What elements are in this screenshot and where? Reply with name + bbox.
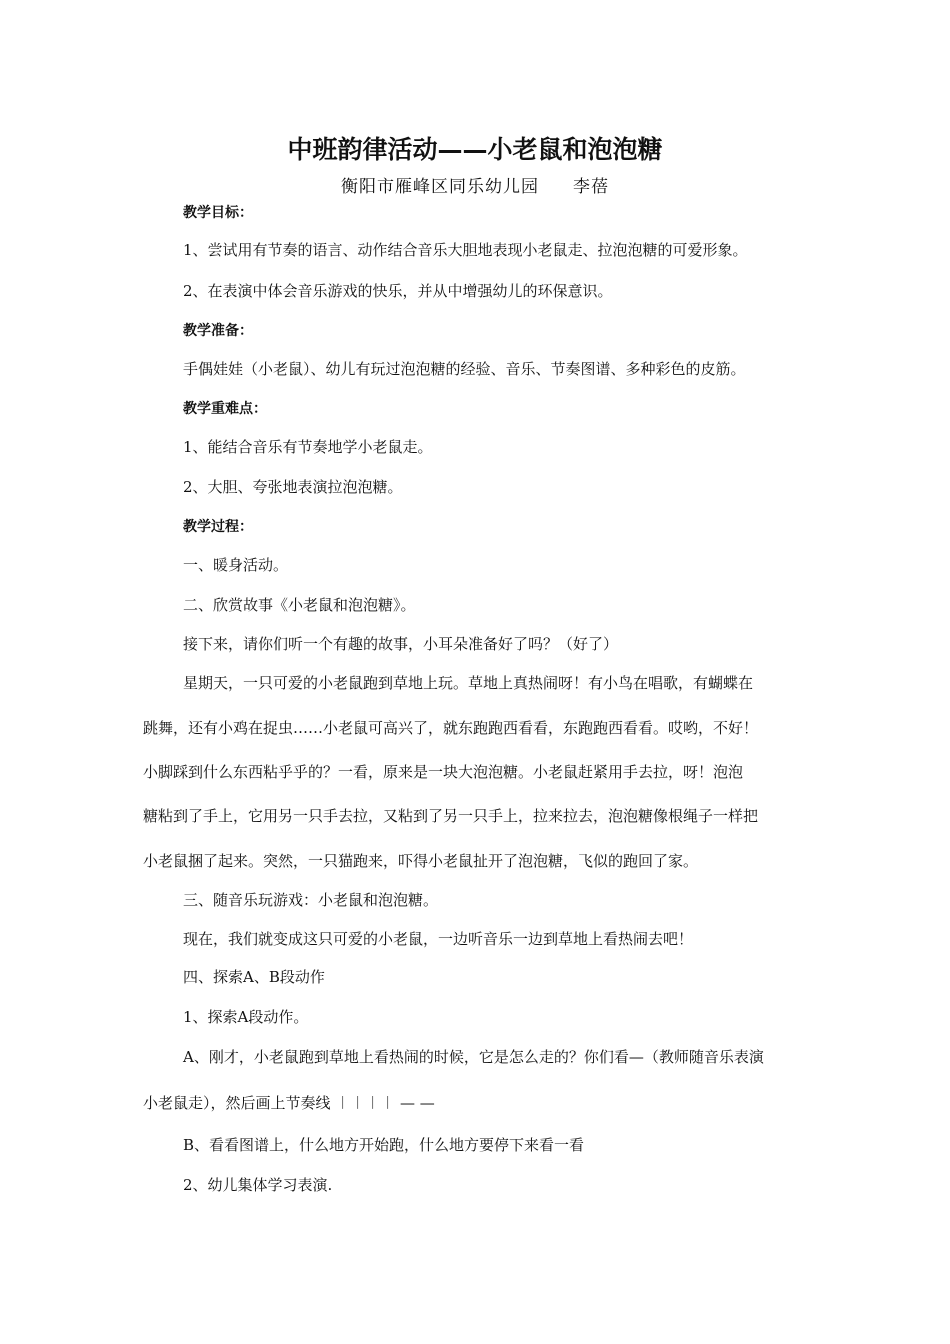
process-step-2: 二、欣赏故事《小老鼠和泡泡糖》。 [183,596,416,614]
heading-key-points: 教学重难点： [183,401,267,417]
sub-step-2: 2、幼儿集体学习表演. [183,1176,333,1194]
page-title: 中班韵律活动——小老鼠和泡泡糖 [287,135,663,164]
sub-step-1: 1、探索A段动作。 [183,1008,309,1026]
process-step-4: 四、探索A、B段动作 [183,968,325,986]
process-step-3: 三、随音乐玩游戏：小老鼠和泡泡糖。 [183,891,439,909]
goal-item-2: 2、在表演中体会音乐游戏的快乐，并从中增强幼儿的环保意识。 [183,282,613,300]
heading-goals: 教学目标： [183,205,253,221]
story-line: 星期天，一只可爱的小老鼠跑到草地上玩。草地上真热闹呀！有小鸟在唱歌，有蝴蝶在 [183,674,754,692]
byline [0,174,950,200]
story-line: 跳舞，还有小鸡在捉虫……小老鼠可高兴了，就东跑跑西看看，东跑跑西看看。哎哟，不好！ [143,719,759,737]
key-point-2: 2、大胆、夸张地表演拉泡泡糖。 [183,478,403,496]
sub-step-a: A、刚才，小老鼠跑到草地上看热闹的时候，它是怎么走的？你们看—（教师随音乐表演 [183,1048,764,1066]
story-line: 小老鼠捆了起来。突然，一只猫跑来，吓得小老鼠扯开了泡泡糖，飞似的跑回了家。 [143,852,699,870]
story-intro: 接下来，请你们听一个有趣的故事，小耳朵准备好了吗？（好了） [183,635,619,653]
process-step-1: 一、暖身活动。 [183,556,289,574]
story-line: 糖粘到了手上，它用另一只手去拉，又粘到了另一只手上，拉来拉去，泡泡糖像根绳子一样把 [143,807,759,825]
sub-step-a-cont: 小老鼠走），然后画上节奏线 ︱︱︱︱ — — [143,1094,435,1112]
heading-preparation: 教学准备： [183,323,253,339]
sub-step-b: B、看看图谱上，什么地方开始跑，什么地方要停下来看一看 [183,1136,585,1154]
preparation-text: 手偶娃娃（小老鼠）、幼儿有玩过泡泡糖的经验、音乐、节奏图谱、多种彩色的皮筋。 [183,360,746,378]
author-name: 李蓓 [573,177,609,197]
goal-item-1: 1、尝试用有节奏的语言、动作结合音乐大胆地表现小老鼠走、拉泡泡糖的可爱形象。 [183,241,748,259]
key-point-1: 1、能结合音乐有节奏地学小老鼠走。 [183,438,433,456]
school-name: 衡阳市雁峰区同乐幼儿园 [341,177,539,197]
heading-process: 教学过程： [183,519,253,535]
game-intro: 现在，我们就变成这只可爱的小老鼠，一边听音乐一边到草地上看热闹去吧！ [183,930,694,948]
story-line: 小脚踩到什么东西粘乎乎的？一看，原来是一块大泡泡糖。小老鼠赶紧用手去拉，呀！泡泡 [143,763,744,781]
